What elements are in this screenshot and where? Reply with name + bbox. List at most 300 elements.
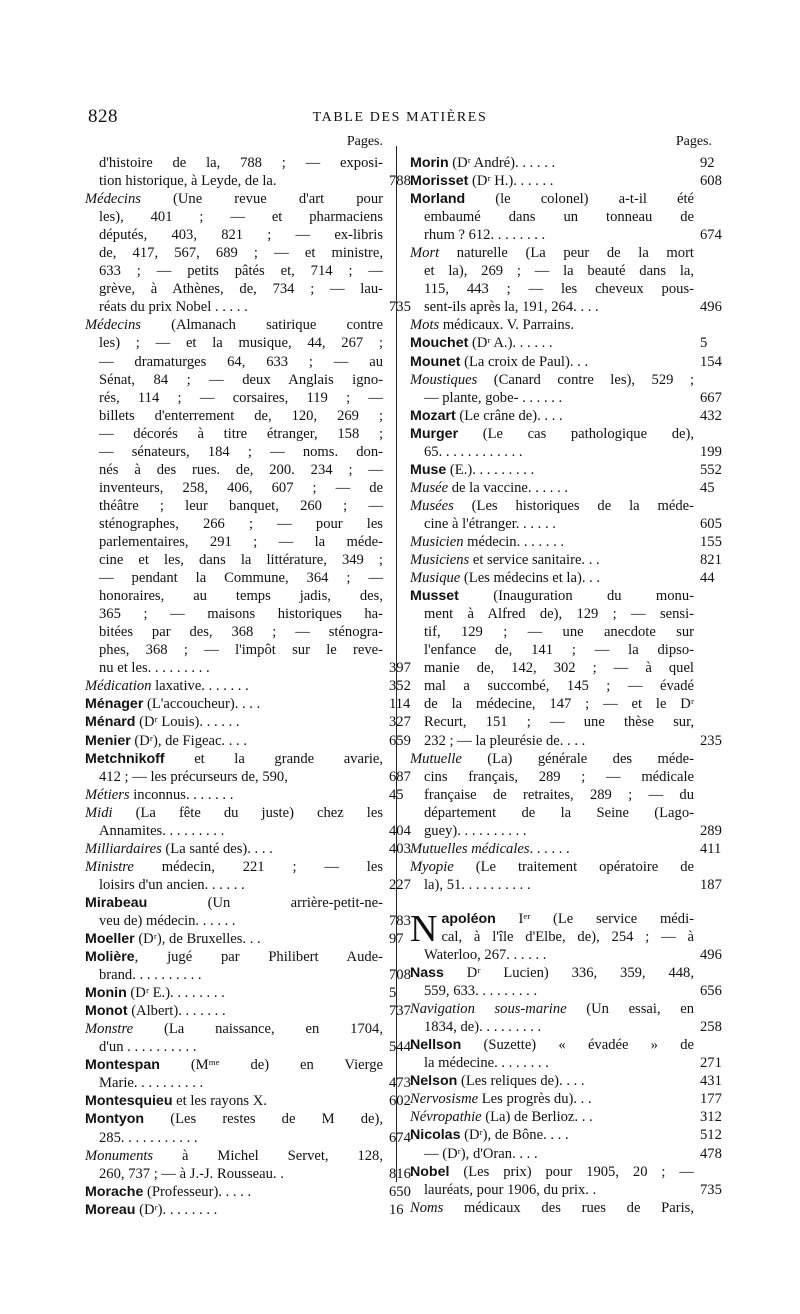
index-line <box>85 353 383 371</box>
page-reference: 788 <box>389 173 411 190</box>
dropcap-letter: N <box>410 907 438 950</box>
entry-headword: Ménager <box>85 696 144 713</box>
index-line <box>410 208 694 226</box>
entry-text: (Mᵐᵉ de) en Vierge <box>159 1057 383 1074</box>
entry-text: (Canard contre les), 529 ; <box>477 371 694 388</box>
index-line <box>410 551 722 569</box>
index-line <box>85 912 411 930</box>
index-line <box>410 1126 722 1144</box>
entry-headword: Monstre <box>85 1021 134 1038</box>
entry-text: médicaux. V. Parrains. <box>439 317 575 334</box>
entry-headword: Névropathie <box>410 1109 482 1126</box>
index-line <box>410 840 722 858</box>
page-reference: 177 <box>700 1091 722 1108</box>
entry-text: médecin, 221 ; — les <box>133 858 383 875</box>
page-reference: 512 <box>700 1127 722 1144</box>
entry-text: (le colonel) a-t-il été <box>465 191 694 208</box>
left-entries <box>85 154 411 1219</box>
entry-text: (Les reliques de). . . . <box>457 1073 585 1090</box>
index-line <box>410 280 694 298</box>
entry-text: manie de, 142, 302 ; — à quel <box>424 660 694 677</box>
right-column <box>410 130 722 1217</box>
entry-text: (La croix de Paul). . . <box>460 353 589 370</box>
entry-text: (Dʳ E.). . . . . . . . <box>126 985 225 1002</box>
index-line <box>85 858 383 876</box>
page-reference: 403 <box>389 840 411 857</box>
entry-text: brand. . . . . . . . . . <box>99 967 202 984</box>
entry-headword: Monot <box>85 1003 128 1020</box>
page-reference: 737 <box>389 1003 411 1020</box>
page-reference: 544 <box>389 1039 411 1056</box>
entry-text: sténographes, 266 ; — pour les <box>99 515 383 532</box>
page-reference: 289 <box>700 822 722 839</box>
page-reference: 674 <box>389 1129 411 1146</box>
index-line <box>410 389 722 407</box>
entry-headword: Monuments <box>85 1147 154 1164</box>
index-line <box>85 1038 411 1056</box>
entry-text: et service sanitaire. . . <box>469 552 600 569</box>
page-reference: 187 <box>700 876 722 893</box>
index-line <box>85 389 383 407</box>
entry-text: 365 ; — maisons historiques ha- <box>99 606 383 623</box>
page-reference: 552 <box>700 461 722 478</box>
entry-text: honoraires, au temps jadis, des, <box>99 588 383 605</box>
index-line <box>85 407 383 425</box>
index-line <box>85 1129 411 1147</box>
index-line <box>85 750 383 768</box>
entry-text: Dʳ Lucien) 336, 359, 448, <box>443 965 694 982</box>
entry-headword: Myopie <box>410 858 454 875</box>
index-line <box>85 1020 383 1038</box>
page-reference: 199 <box>700 443 722 460</box>
entry-text: française de retraites, 289 ; — du <box>424 786 694 803</box>
entry-headword: Médecins <box>85 317 141 334</box>
entry-text: rhum ? 612. . . . . . . . <box>424 227 546 244</box>
entry-headword: Morin <box>410 155 449 171</box>
page-number: 828 <box>88 106 118 127</box>
index-line <box>410 623 694 641</box>
page-reference: 432 <box>700 407 722 424</box>
index-line <box>85 226 383 244</box>
entry-text: et les rayons X. <box>172 1093 267 1110</box>
page-reference: 496 <box>700 947 722 964</box>
entry-text: d'un . . . . . . . . . . <box>99 1039 197 1056</box>
index-line <box>410 371 694 389</box>
entry-headword: Montespan <box>85 1057 160 1074</box>
entry-text: — pendant la Commune, 364 ; — <box>99 570 383 587</box>
index-line <box>85 695 411 713</box>
entry-text: bitées par des, 368 ; — sténogra- <box>99 624 383 641</box>
index-line <box>85 1002 411 1020</box>
entry-headword: Montesquieu <box>85 1093 173 1110</box>
entry-text: (Les historiques de la méde- <box>453 497 694 514</box>
page-reference: 227 <box>389 876 411 893</box>
entry-text: (La) générale des méde- <box>461 750 694 767</box>
entry-text: . . . . . . <box>529 840 570 857</box>
page-reference: 45 <box>700 479 715 496</box>
index-line <box>85 768 411 786</box>
entry-text: (Le traitement opératoire de <box>453 858 694 875</box>
entry-text: de la vaccine. . . . . . <box>448 479 569 496</box>
index-line <box>85 1147 383 1165</box>
index-line <box>85 876 411 894</box>
entry-headword: Muse <box>410 461 447 478</box>
entry-text: naturelle (La peur de la mort <box>439 245 694 262</box>
index-line <box>410 407 722 425</box>
page-reference: 656 <box>700 983 722 1000</box>
page-reference: 5 <box>389 985 397 1002</box>
entry-text: lauréats, pour 1906, du prix. . <box>424 1181 597 1198</box>
entry-text: (Les médecins et la). . . <box>460 570 601 587</box>
entry-headword: apoléon <box>441 910 496 927</box>
entry-text: Iᵉʳ (Le service médi- <box>495 910 694 927</box>
index-line <box>85 425 383 443</box>
index-line <box>85 280 383 298</box>
entry-text: — décorés à titre étranger, 158 ; <box>99 425 383 442</box>
pages-heading-left: Pages. <box>346 134 383 149</box>
index-line <box>410 461 722 479</box>
entry-text: billets d'enterrement de, 120, 269 ; <box>99 407 383 424</box>
entry-headword: Musique <box>410 570 461 587</box>
entry-text: (Dʳ André). . . . . . <box>448 155 556 171</box>
page-reference: 478 <box>700 1145 722 1162</box>
index-line <box>410 533 722 551</box>
entry-text: (Dʳ Louis). . . . . . <box>135 714 240 731</box>
index-line <box>85 551 383 569</box>
index-line <box>410 910 694 928</box>
index-line <box>410 425 694 443</box>
entry-text: — sénateurs, 184 ; — noms. don- <box>99 443 383 460</box>
entry-text: tion historique, à Leyde, de la. <box>99 173 277 190</box>
page-reference: 496 <box>700 299 722 316</box>
index-line <box>410 515 722 533</box>
index-line <box>410 659 694 677</box>
page-reference: 602 <box>389 1093 411 1110</box>
index-line <box>85 479 383 497</box>
index-line <box>410 641 694 659</box>
index-line <box>85 298 411 316</box>
index-line <box>410 154 715 172</box>
entry-headword: Mutuelle <box>410 750 462 767</box>
page-reference: 687 <box>389 768 411 785</box>
index-line <box>85 804 383 822</box>
entry-text: (Les restes de M de), <box>144 1111 383 1128</box>
entry-headword: Mots <box>410 317 440 334</box>
index-line <box>410 1072 722 1090</box>
entry-text: Sénat, 84 ; — deux Anglais igno- <box>99 371 383 388</box>
entry-headword: Nervosisme <box>410 1091 479 1108</box>
index-line <box>85 786 404 804</box>
index-line <box>410 1054 722 1072</box>
page-reference: 114 <box>389 696 411 713</box>
entry-text: (L'accoucheur). . . . <box>143 696 261 713</box>
entry-text: Annamites. . . . . . . . . <box>99 822 225 839</box>
page-reference: 44 <box>700 570 715 587</box>
entry-text: inconnus. . . . . . . <box>129 786 234 803</box>
entry-text: théâtre ; leur banquet, 260 ; — <box>99 497 383 514</box>
running-title: TABLE DES MATIÈRES <box>312 110 488 125</box>
index-line <box>85 1074 411 1092</box>
n-entries <box>410 907 722 1217</box>
page-reference: 674 <box>700 227 722 244</box>
index-line <box>85 677 411 695</box>
entry-text: embaumé dans un tonneau de <box>424 209 694 226</box>
entry-text: réats du prix Nobel . . . . . <box>99 299 248 316</box>
entry-text: Marie. . . . . . . . . . <box>99 1075 204 1092</box>
entry-headword: Morache <box>85 1183 144 1200</box>
entry-text: (Le cas pathologique de), <box>458 425 694 442</box>
entry-headword: Musée <box>410 479 449 496</box>
entry-text: Recurt, 151 ; — une thèse sur, <box>424 714 694 731</box>
entry-text: (Almanach satirique contre <box>140 317 383 334</box>
index-line <box>85 443 383 461</box>
index-line <box>410 713 694 731</box>
page-reference: 92 <box>700 155 715 171</box>
entry-text: rés, 114 ; — corsaires, 119 ; — <box>99 389 383 406</box>
index-line <box>410 497 694 515</box>
entry-headword: Metchnikoff <box>85 750 165 767</box>
page-reference: 397 <box>389 660 411 677</box>
index-line <box>410 605 694 623</box>
index-line <box>410 569 715 587</box>
entry-text: nu et les. . . . . . . . . <box>99 660 210 677</box>
index-line <box>85 713 411 731</box>
entry-text: phes, 368 ; — l'impôt sur le reve- <box>99 642 383 659</box>
entry-text: (Dʳ H.). . . . . . <box>468 173 554 190</box>
page-reference: 605 <box>700 515 722 532</box>
page-reference: 816 <box>389 1165 411 1182</box>
page-reference: 659 <box>389 732 411 749</box>
entry-text: (Les prix) pour 1905, 20 ; — <box>449 1163 694 1180</box>
page-reference: 708 <box>389 967 411 984</box>
entry-headword: Musées <box>410 497 454 514</box>
index-line <box>85 930 404 948</box>
entry-text: — dramaturges 64, 633 ; — au <box>99 353 383 370</box>
entry-headword: Nass <box>410 965 444 982</box>
page-reference: 473 <box>389 1075 411 1092</box>
entry-text: d'histoire de la, 788 ; — exposi- <box>99 155 383 171</box>
entry-text: guey). . . . . . . . . . <box>424 822 527 839</box>
entry-text: 65. . . . . . . . . . . . <box>424 443 523 460</box>
entry-text: , jugé par Philibert Aude- <box>134 949 383 966</box>
entry-text: parlementaires, 291 ; — la méde- <box>99 533 383 550</box>
page-reference: 154 <box>700 353 722 370</box>
index-line <box>410 677 694 695</box>
index-line <box>410 1181 722 1199</box>
entry-text: et la grande avarie, <box>164 750 383 767</box>
index-line <box>85 316 383 334</box>
index-line <box>85 1201 404 1219</box>
entry-headword: Mozart <box>410 407 456 424</box>
entry-text: (Professeur). . . . . <box>143 1183 252 1200</box>
index-line <box>85 497 383 515</box>
page-reference: 16 <box>389 1201 404 1218</box>
index-line <box>410 353 722 371</box>
entry-text: loisirs d'un ancien. . . . . . <box>99 876 245 893</box>
entry-text: la médecine. . . . . . . . <box>424 1055 549 1072</box>
index-line <box>410 479 715 497</box>
entry-headword: Nicolas <box>410 1127 461 1144</box>
entry-text: inventeurs, 258, 406, 607 ; — de <box>99 479 383 496</box>
index-line <box>85 659 411 677</box>
entry-headword: Moeller <box>85 931 135 948</box>
entry-text: 633 ; — petits pâtés et, 714 ; — <box>99 263 383 280</box>
page-reference: 735 <box>700 1181 722 1198</box>
index-line <box>410 316 694 334</box>
entry-text: 260, 737 ; — à J.-J. Rousseau. . <box>99 1165 284 1182</box>
index-line <box>410 1036 694 1054</box>
index-line <box>410 768 694 786</box>
index-line <box>85 1110 383 1128</box>
entry-headword: Morisset <box>410 173 469 190</box>
entry-headword: Mirabeau <box>85 894 148 911</box>
index-line <box>85 1092 411 1110</box>
page-reference: 608 <box>700 173 722 190</box>
index-line <box>410 298 722 316</box>
index-line <box>410 334 708 352</box>
entry-headword: Nelson <box>410 1073 458 1090</box>
right-entries <box>410 154 722 894</box>
index-line <box>85 154 383 172</box>
page-reference: 97 <box>389 931 404 948</box>
entry-headword: Ménard <box>85 714 136 731</box>
entry-text: les) ; — et la musique, 44, 267 ; <box>99 335 383 352</box>
entry-headword: Noms <box>410 1199 444 1216</box>
index-line <box>85 732 411 750</box>
entry-headword: Morland <box>410 191 466 208</box>
entry-text: nés à des rues. de, 200. 234 ; — <box>99 461 383 478</box>
entry-text: 1834, de). . . . . . . . . <box>424 1019 542 1036</box>
entry-text: — plante, gobe- . . . . . . <box>424 389 563 406</box>
entry-text: la), 51. . . . . . . . . . <box>424 876 531 893</box>
entry-headword: Musicien <box>410 533 464 550</box>
index-line <box>410 732 722 750</box>
index-line <box>85 1165 411 1183</box>
entry-headword: Mort <box>410 245 440 262</box>
entry-text: de la médecine, 147 ; — et le Dʳ <box>424 696 694 713</box>
pages-heading-right: Pages. <box>675 134 712 149</box>
page-reference: 45 <box>389 786 404 803</box>
index-line <box>410 244 694 262</box>
entry-text: (Suzette) « évadée » de <box>461 1037 694 1054</box>
index-line <box>85 641 383 659</box>
entry-text: (Inauguration du monu- <box>458 588 694 605</box>
index-line <box>85 948 383 966</box>
entry-headword: Molière <box>85 949 135 966</box>
entry-headword: Moreau <box>85 1201 136 1218</box>
entry-text: de, 417, 567, 689 ; — et ministre, <box>99 245 383 262</box>
entry-text: les), 401 ; — et pharmaciens <box>99 209 383 226</box>
n-section <box>410 907 722 1217</box>
page-reference: 783 <box>389 912 411 929</box>
index-line <box>410 1090 722 1108</box>
index-line <box>85 984 397 1002</box>
page-reference: 155 <box>700 533 722 550</box>
entry-text: cine et les, dans la littérature, 349 ; <box>99 552 383 569</box>
entry-text: 115, 443 ; — les cheveux pous- <box>424 281 694 298</box>
entry-headword: Musiciens <box>410 552 470 569</box>
entry-text: (La santé des). . . . <box>161 840 273 857</box>
index-line <box>85 208 383 226</box>
index-line <box>410 172 722 190</box>
entry-headword: Menier <box>85 732 131 749</box>
entry-headword: Médication <box>85 678 152 695</box>
page-reference: 327 <box>389 714 411 731</box>
entry-text: (Dʳ), de Figeac. . . . <box>130 732 247 749</box>
index-line <box>410 443 722 461</box>
index-line <box>410 1018 722 1036</box>
entry-text: cins français, 289 ; — médicale <box>424 768 694 785</box>
page-reference: 667 <box>700 389 722 406</box>
index-line <box>85 244 383 262</box>
entry-text: grève, à Athènes, de, 734 ; — lau- <box>99 281 383 298</box>
entry-headword: Navigation sous-marine <box>410 1001 567 1018</box>
entry-text: Waterloo, 267. . . . . . <box>424 947 547 964</box>
index-line <box>410 226 722 244</box>
index-line <box>85 533 383 551</box>
entry-text: l'enfance de, 141 ; — la dipso- <box>424 642 694 659</box>
entry-text: (Dʳ), de Bône. . . . <box>460 1127 569 1144</box>
index-line <box>410 587 694 605</box>
index-line <box>410 876 722 894</box>
entry-text: veu de) médecin. . . . . . <box>99 912 236 929</box>
entry-headword: Mounet <box>410 353 461 370</box>
index-line <box>410 946 722 964</box>
entry-headword: Métiers <box>85 786 130 803</box>
entry-headword: Mouchet <box>410 335 469 352</box>
index-line <box>85 840 411 858</box>
entry-text: 412 ; — les précurseurs de, 590, <box>99 768 288 785</box>
page-reference: 821 <box>700 552 722 569</box>
index-line <box>410 1108 722 1126</box>
index-line <box>85 605 383 623</box>
index-line <box>410 190 694 208</box>
index-line <box>410 982 722 1000</box>
entry-text: (Dʳ A.). . . . . . <box>468 335 553 352</box>
index-line <box>85 822 411 840</box>
page-reference: 404 <box>389 822 411 839</box>
index-line <box>85 515 383 533</box>
entry-text: (Dʳ). . . . . . . . <box>135 1201 218 1218</box>
entry-headword: Musset <box>410 588 459 605</box>
entry-headword: Nobel <box>410 1163 450 1180</box>
index-line <box>85 1183 411 1201</box>
index-line <box>410 1199 694 1217</box>
index-line <box>85 587 383 605</box>
index-line <box>85 371 383 389</box>
index-line <box>85 172 411 190</box>
entry-text: mal a succombé, 145 ; — évadé <box>424 678 694 695</box>
entry-text: (La fête du juste) chez les <box>112 804 383 821</box>
index-line <box>85 334 383 352</box>
entry-text: (E.). . . . . . . . . <box>446 461 535 478</box>
index-line <box>410 1000 694 1018</box>
index-line <box>85 461 383 479</box>
entry-text: laxative. . . . . . . <box>151 678 249 695</box>
entry-text: département de la Seine (Lago- <box>424 804 694 821</box>
entry-text: à Michel Servet, 128, <box>153 1147 383 1164</box>
index-line <box>410 804 694 822</box>
entry-text: (Une revue d'art pour <box>140 191 383 208</box>
entry-text: sent-ils après la, 191, 264. . . . <box>424 299 599 316</box>
entry-text: 559, 633. . . . . . . . . <box>424 983 538 1000</box>
entry-headword: Midi <box>85 804 113 821</box>
left-column <box>85 130 411 1219</box>
entry-text: — (Dʳ), d'Oran. . . . <box>424 1145 538 1162</box>
entry-headword: Ministre <box>85 858 134 875</box>
page-reference: 411 <box>700 840 722 857</box>
entry-text: (La) de Berlioz. . . <box>481 1109 593 1126</box>
